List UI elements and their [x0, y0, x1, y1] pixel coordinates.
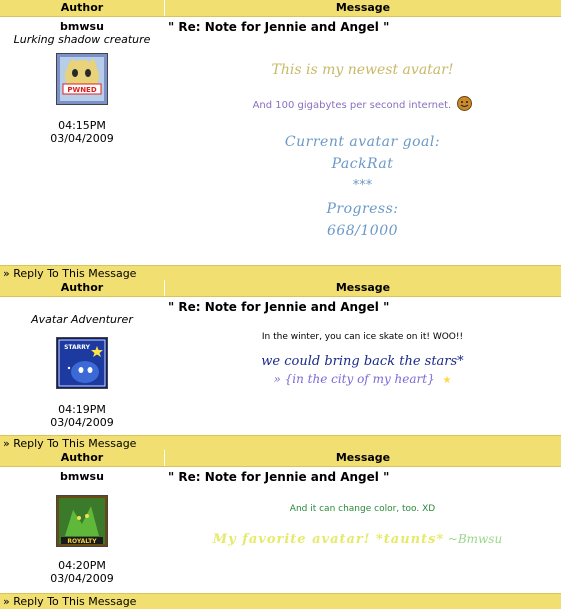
avatar: [56, 53, 108, 105]
message-line: 668/1000: [326, 223, 399, 239]
post-header: [0, 0, 561, 17]
reply-to-message-link[interactable]: » Reply To This Message: [3, 595, 137, 608]
post-date: 03/04/2009: [50, 132, 114, 145]
post-time: 04:15PM: [58, 119, 106, 132]
post-2: [0, 280, 561, 450]
reply-bar: [0, 593, 561, 609]
user-title: Avatar Adventurer: [31, 313, 133, 326]
post-datetime: [0, 403, 164, 429]
author-panel: [0, 297, 164, 435]
post-3: [0, 450, 561, 608]
reply-to-message-link[interactable]: » Reply To This Message: [3, 437, 137, 450]
avatar-text: PWNED: [67, 86, 97, 94]
username[interactable]: bmwsu: [60, 20, 104, 33]
message-line: ~Bmwsu: [447, 532, 503, 546]
username[interactable]: bmwsu: [60, 470, 104, 483]
post-datetime: [0, 119, 164, 145]
username[interactable]: [0, 300, 164, 313]
reply-to-message-link[interactable]: » Reply To This Message: [3, 267, 137, 280]
avatar: [56, 495, 108, 547]
author-column-header: Author: [0, 450, 165, 466]
message-column-header: Message: [335, 1, 391, 14]
message-panel: [164, 297, 561, 435]
post-header: [0, 280, 561, 297]
post-subject: " Re: Note for Jennie and Angel ": [168, 300, 390, 314]
star-icon: ★: [442, 375, 452, 386]
message-column-header: Message: [335, 281, 391, 294]
post-1: [0, 0, 561, 280]
message-line: This is my newest avatar!: [271, 62, 454, 78]
avatar: [56, 337, 108, 389]
message-line: Progress:: [326, 201, 399, 217]
author-column-header: Author: [0, 280, 165, 296]
post-subject: " Re: Note for Jennie and Angel ": [168, 470, 390, 484]
reply-bar: [0, 435, 561, 451]
message-line: PackRat: [331, 156, 394, 172]
avatar-text: ROYALTY: [67, 538, 97, 545]
post-time: 04:19PM: [58, 403, 106, 416]
message-column-header: Message: [335, 451, 391, 464]
post-datetime: [0, 559, 164, 585]
author-panel: [0, 467, 164, 593]
author-column-header: Author: [0, 0, 165, 16]
message-line: we could bring back the stars*: [261, 354, 464, 369]
message-line: And 100 gigabytes per second internet.: [252, 100, 452, 111]
message-line: » {in the city of my heart}: [273, 372, 435, 386]
message-panel: [164, 467, 561, 593]
message-line: And it can change color, too. XD: [289, 504, 436, 514]
author-panel: [0, 17, 164, 265]
message-line: ***: [352, 178, 373, 193]
reply-bar: [0, 265, 561, 281]
post-time: 04:20PM: [58, 559, 106, 572]
message-line: Current avatar goal:: [284, 134, 441, 150]
message-panel: [164, 17, 561, 265]
post-header: [0, 450, 561, 467]
post-subject: " Re: Note for Jennie and Angel ": [168, 20, 390, 34]
user-title: Lurking shadow creature: [13, 33, 151, 46]
smiley-icon: [457, 96, 472, 114]
message-line: My favorite avatar! *taunts*: [212, 532, 445, 547]
message-line: In the winter, you can ice skate on it! WOO!!: [261, 332, 464, 342]
avatar-text: STARRY: [64, 344, 90, 351]
post-date: 03/04/2009: [50, 572, 114, 585]
post-date: 03/04/2009: [50, 416, 114, 429]
user-title: [0, 483, 164, 489]
